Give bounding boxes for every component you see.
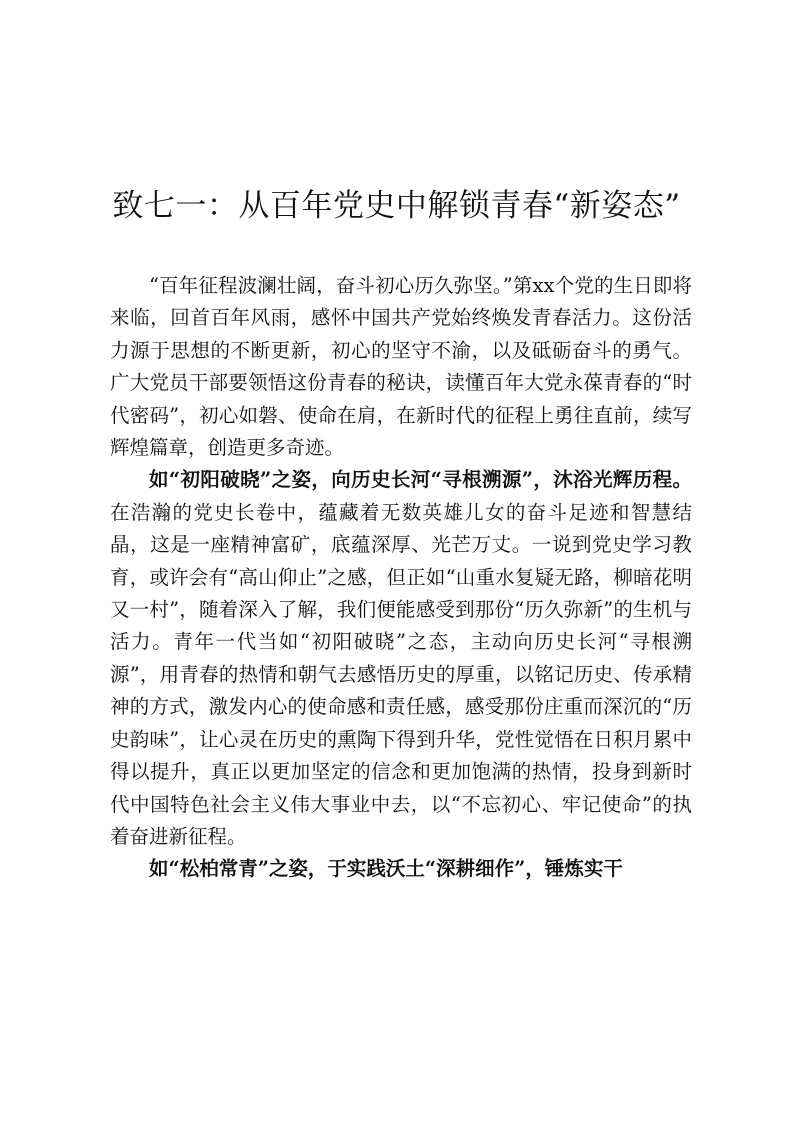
paragraph-2-text: 在浩瀚的党史长卷中，蕴藏着无数英雄儿女的奋斗足迹和智慧结晶，这是一座精神富矿，底蕴深厚、光芒万丈。一说到党史学习教育，或许会有“高山仰止”之感，但正如“山重水复疑无路，柳暗花明又一村”，随着深入了解，我们便能感受到那份“历久弥新”的生机与活力。青年一代当如“初阳破晓”之态，主动向历史长河“寻根溯源”，用青春的热情和朝气去感悟历史的厚重，以铭记历史、传承精神的方式，激发内心的使命感和责任感，感受那份庄重而深沉的“历史韵味”，让心灵在历史的熏陶下得到升华，党性觉悟在日积月累中得以提升，真正以更加坚定的信念和更加饱满的热情，投身到新时代中国特色社会主义伟大事业中去，以“不忘初心、牢记使命”的执着奋进新征程。 [110,500,692,848]
paragraph-2 [110,464,692,853]
document-title: 致七一：从百年党史中解锁青春“新姿态” [112,188,681,224]
paragraph-3 [110,853,692,885]
paragraph-3-lead: 如“松柏常青”之姿，于实践沃土“深耕细作”，锤炼实干 [149,857,623,881]
document-body [110,270,692,886]
paragraph-2-lead: 如“初阳破晓”之姿，向历史长河“寻根溯源”，沐浴光辉历程。 [149,468,692,492]
paragraph-1 [110,270,692,464]
paragraph-1-text: “百年征程波澜壮阔，奋斗初心历久弥坚。”第xx个党的生日即将来临，回首百年风雨，感怀中国共产党始终焕发青春活力。这份活力源于思想的不断更新，初心的坚守不渝，以及砥砺奋斗的勇气。广大党员干部要领悟这份青春的秘诀，读懂百年大党永葆青春的“时代密码”，初心如磐、使命在肩，在新时代的征程上勇往直前，续写辉煌篇章，创造更多奇迹。 [110,274,692,460]
